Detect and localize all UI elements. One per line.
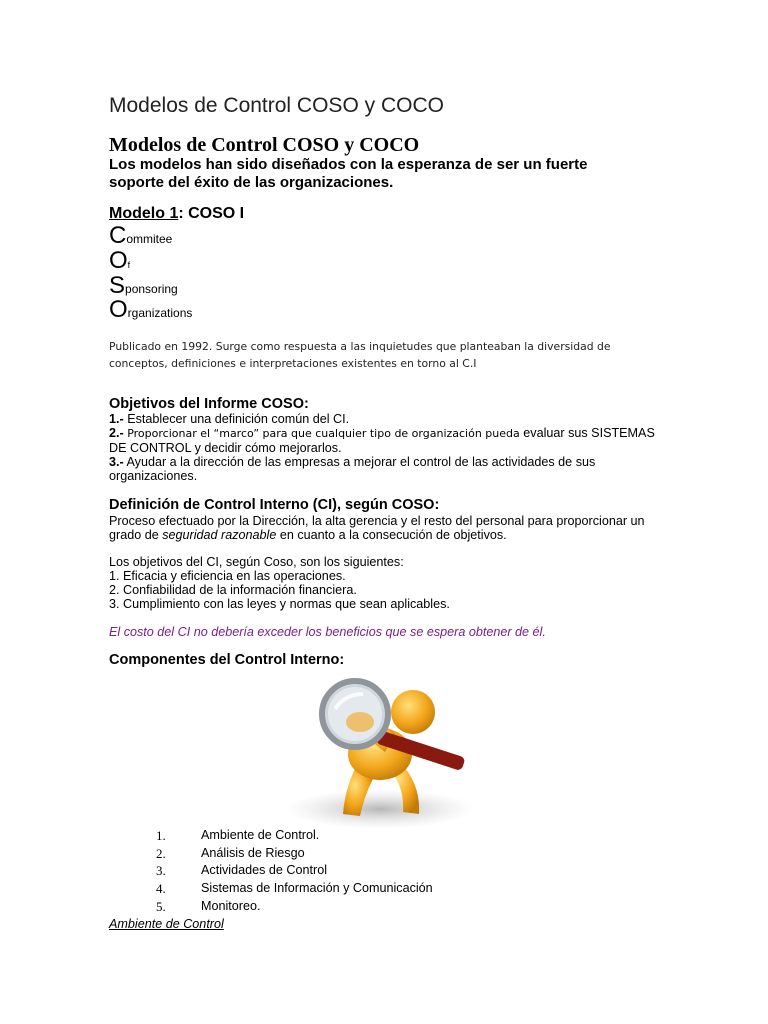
- acronym-line: [109, 296, 192, 324]
- list-item: 4. Sistemas de Información y Comunicación: [156, 881, 433, 897]
- acronym-letter: O: [109, 296, 128, 323]
- componentes-list: [156, 828, 433, 916]
- objetivo-ci-item: 1. Eficacia y eficiencia en las operaciones.: [109, 569, 346, 583]
- published-paragraph: Publicado en 1992. Surge como respuesta a las inquietudes que planteaban la diversidad de conceptos, definiciones e interpretaciones existentes en torno al C.I: [109, 340, 611, 370]
- objetivos-heading: Objetivos del Informe COSO:: [109, 396, 309, 412]
- acronym-letter: S: [109, 272, 126, 299]
- modelo-name: : COSO I: [178, 205, 245, 222]
- objetivo-2: 2.- Proporcionar el “marco” para que cualquier tipo de organización pueda evaluar sus SISTEMAS DE CONTROL y decidir cómo mejorarlos.: [109, 426, 655, 455]
- definicion-heading: Definición de Control Interno (CI), según COSO:: [109, 497, 440, 513]
- costo-note: El costo del CI no debería exceder los beneficios que se espera obtener de él.: [109, 625, 546, 639]
- acronym-letter: O: [109, 247, 128, 274]
- list-item: 5. Monitoreo.: [156, 898, 261, 914]
- objetivo-3: 3.- Ayudar a la dirección de las empresas a mejorar el control de las actividades de sus organizaciones.: [109, 455, 596, 483]
- list-item: 1. Ambiente de Control.: [156, 828, 320, 843]
- objetivos-ci-intro: Los objetivos del CI, según Coso, son los siguientes:: [109, 555, 404, 569]
- ambiente-heading: Ambiente de Control: [109, 917, 224, 931]
- objetivo-ci-item: 2. Confiabilidad de la información financiera.: [109, 583, 357, 597]
- acronym-line: [109, 247, 130, 275]
- componentes-heading: Componentes del Control Interno:: [109, 652, 345, 668]
- modelo-label: Modelo 1: [109, 205, 179, 222]
- acronym-word: ommitee: [126, 232, 173, 246]
- intro-text: Los modelos han sido diseñados con la esperanza de ser un fuerte soporte del éxito de las organizaciones.: [109, 156, 588, 191]
- acronym-line: [109, 222, 172, 250]
- list-item: 2. Análisis de Riesgo: [156, 845, 305, 861]
- objetivo-ci-item: 3. Cumplimiento con las leyes y normas que sean aplicables.: [109, 597, 450, 611]
- magnifier-figure-image: [285, 664, 485, 832]
- objetivos-list: [109, 412, 669, 483]
- acronym-word: ponsoring: [125, 282, 178, 296]
- definicion-text: Proceso efectuado por la Dirección, la alta gerencia y el resto del personal para proporcionar un grado de seguridad razonable en cuanto a la consecución de objetivos.: [109, 514, 645, 542]
- acronym-word: rganizations: [127, 306, 193, 320]
- objetivos-ci: [109, 555, 669, 611]
- list-item: 3. Actividades de Control: [156, 863, 328, 879]
- section-heading: Modelos de Control COSO y COCO: [109, 134, 420, 156]
- document-title: Modelos de Control COSO y COCO: [109, 94, 444, 117]
- acronym-word: f: [127, 260, 131, 270]
- modelo-heading: [109, 205, 244, 223]
- objetivo-1: 1.- Establecer una definición común del CI.: [109, 412, 350, 426]
- acronym-letter: C: [109, 222, 127, 249]
